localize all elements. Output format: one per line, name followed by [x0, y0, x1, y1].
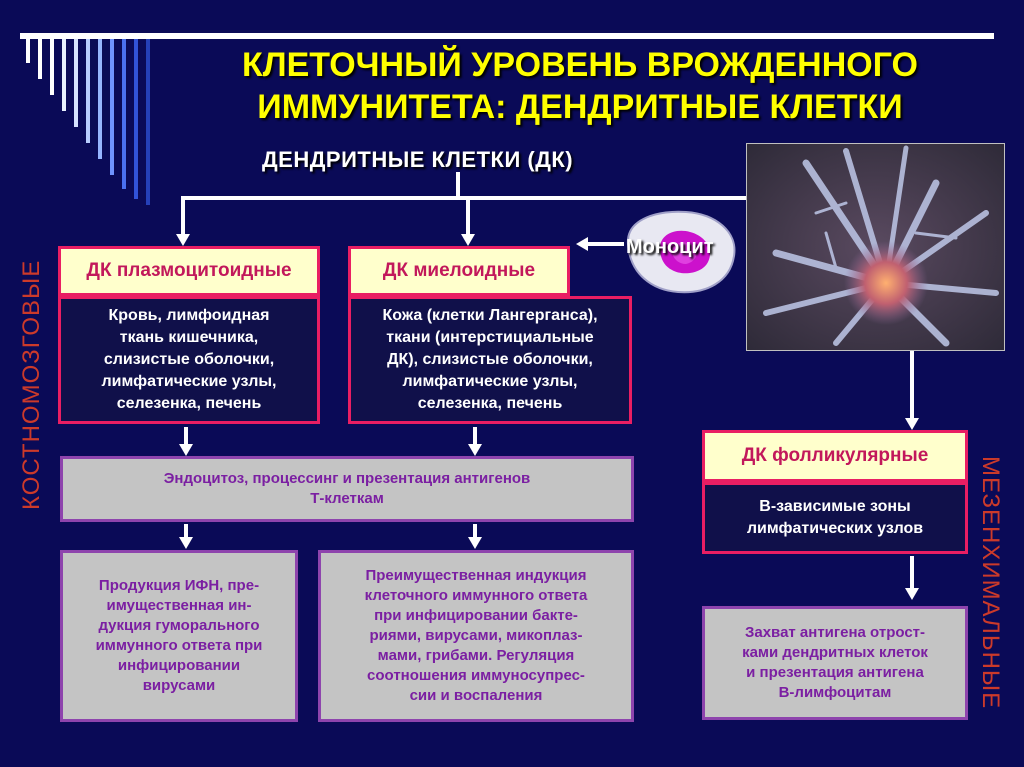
plasmacytoid-dc-title: ДК плазмоцитоидные	[58, 246, 320, 296]
myeloid-outcome: Преимущественная индукция клеточного иммунного ответа при инфицировании бакте- риями, вирусами, микоплаз- мами, грибами. Регуляция соотношения иммуносупрес- сии и воспаления	[318, 550, 634, 722]
arrow-down	[905, 588, 919, 600]
arrow-down	[468, 537, 482, 549]
plasmacytoid-outcome: Продукция ИФН, пре- имущественная ин- дукция гуморального иммунного ответа при инфицировании вирусами	[60, 550, 298, 722]
mesenchymal-label: МЕЗЕНХИМАЛЬНЫЕ	[977, 456, 1004, 710]
myeloid-dc-title: ДК миелоидные	[348, 246, 570, 296]
follicular-outcome: Захват антигена отрост- ками дендритных клеток и презентация антигена В-лимфоцитам	[702, 606, 968, 720]
arrow-down	[179, 537, 193, 549]
process-box: Эндоцитоз, процессинг и презентация антигенов Т-клеткам	[60, 456, 634, 522]
monocyte-label: Моноцит	[626, 236, 714, 258]
plasmacytoid-dc-location: Кровь, лимфоидная ткань кишечника, слизистые оболочки, лимфатические узлы, селезенка, печень	[58, 296, 320, 424]
connector	[456, 172, 460, 198]
bone-marrow-label: КОСТНОМОЗГОВЫЕ	[18, 259, 45, 510]
page-title: КЛЕТОЧНЫЙ УРОВЕНЬ ВРОЖДЕННОГО ИММУНИТЕТА: ДЕНДРИТНЫЕ КЛЕТКИ	[242, 46, 918, 126]
arrow-down	[461, 234, 475, 246]
connector	[181, 196, 185, 234]
myeloid-dc-location: Кожа (клетки Лангерганса), ткани (интерстициальные ДК), слизистые оболочки, лимфатические узлы, селезенка, печень	[348, 296, 632, 424]
connector	[910, 556, 914, 588]
connector	[466, 196, 470, 234]
subtitle: ДЕНДРИТНЫЕ КЛЕТКИ (ДК)	[262, 147, 574, 172]
connector	[473, 427, 477, 445]
dendritic-cell-image	[746, 143, 1005, 351]
connector	[184, 427, 188, 445]
arrow-down	[176, 234, 190, 246]
arrow-down	[468, 444, 482, 456]
top-rule	[20, 33, 994, 39]
connector	[588, 242, 624, 246]
arrow-down	[179, 444, 193, 456]
connector	[184, 524, 188, 538]
follicular-dc-title: ДК фолликулярные	[702, 430, 968, 482]
follicular-dc-location: В-зависимые зоны лимфатических узлов	[702, 482, 968, 554]
arrow-down	[905, 418, 919, 430]
decorative-stripes	[24, 39, 164, 209]
connector	[473, 524, 477, 538]
arrow-left	[576, 237, 588, 251]
